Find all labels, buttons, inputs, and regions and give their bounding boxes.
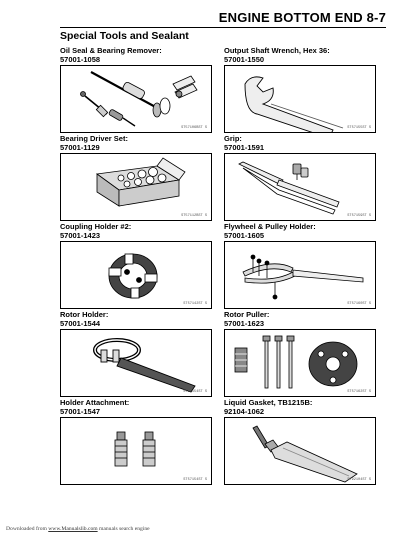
tool-name: Grip: — [224, 134, 242, 143]
rotor-holder-icon — [61, 330, 211, 396]
footer-prefix: Downloaded from — [6, 526, 47, 532]
illustration-code: ST57112BST S — [181, 214, 207, 218]
tool-name: Flywheel & Pulley Holder: — [224, 222, 316, 231]
tool-part-number: 57001-1605 — [224, 231, 265, 240]
tool-illustration-frame — [224, 417, 376, 485]
tool-entry — [224, 222, 376, 306]
tool-illustration-frame — [60, 329, 212, 397]
holder-attachment-icon — [61, 418, 211, 484]
tool-name: Coupling Holder #2: — [60, 222, 132, 231]
tool-illustration-frame — [224, 153, 376, 221]
liquid-gasket-icon — [225, 418, 375, 484]
tool-name: Rotor Puller: — [224, 310, 270, 319]
tool-illustration-frame — [60, 417, 212, 485]
header-rule — [60, 27, 386, 28]
grip-icon — [225, 154, 375, 220]
illustration-code: ST57154ST S — [183, 390, 207, 394]
illustration-code: ST57159ST S — [347, 214, 371, 218]
tool-entry — [60, 134, 212, 218]
page-header-title: ENGINE BOTTOM END 8-7 — [218, 10, 386, 25]
tool-illustration-frame — [224, 241, 376, 309]
tool-illustration-frame — [60, 241, 212, 309]
tool-entry — [60, 310, 212, 394]
tool-part-number: 57001-1547 — [60, 407, 101, 416]
page-footer — [6, 526, 150, 532]
tool-part-number: 57001-1544 — [60, 319, 101, 328]
footer-suffix: manuals search engine — [99, 526, 150, 532]
tool-entry — [224, 398, 376, 482]
tool-entry — [60, 398, 212, 482]
tool-name: Bearing Driver Set: — [60, 134, 128, 143]
illustration-code: ST92104ST S — [347, 478, 371, 482]
tool-part-number: 57001-1129 — [60, 143, 100, 152]
tool-illustration-frame — [60, 65, 212, 133]
bearing-driver-set-icon — [61, 154, 211, 220]
tool-name: Liquid Gasket, TB1215B: — [224, 398, 313, 407]
rotor-puller-icon — [225, 330, 375, 396]
tool-part-number: 57001-1591 — [224, 143, 265, 152]
tool-entry — [224, 46, 376, 130]
illustration-code: ST57142ST S — [183, 302, 207, 306]
tool-illustration-frame — [224, 65, 376, 133]
tool-name: Output Shaft Wrench, Hex 36: — [224, 46, 330, 55]
section-title: Special Tools and Sealant — [60, 30, 189, 42]
flywheel-holder-icon — [225, 242, 375, 308]
coupling-holder-icon — [61, 242, 211, 308]
tool-illustration-frame — [60, 153, 212, 221]
tool-part-number: 57001-1058 — [60, 55, 101, 64]
illustration-code: ST57154ST S — [183, 478, 207, 482]
tool-name: Rotor Holder: — [60, 310, 109, 319]
tool-part-number: 57001-1423 — [60, 231, 101, 240]
footer-link[interactable]: www.Manualslib.com — [48, 526, 98, 532]
illustration-code: ST57155ST S — [347, 126, 371, 130]
tool-name: Holder Attachment: — [60, 398, 130, 407]
illustration-code: ST57162ST S — [347, 390, 371, 394]
tool-part-number: 57001-1550 — [224, 55, 265, 64]
illustration-code: ST57106BST S — [181, 126, 207, 130]
illustration-code: ST57160ST S — [347, 302, 371, 306]
tool-part-number: 92104-1062 — [224, 407, 265, 416]
tool-entry — [60, 222, 212, 306]
tool-part-number: 57001-1623 — [224, 319, 265, 328]
tool-entry — [224, 134, 376, 218]
tool-name: Oil Seal & Bearing Remover: — [60, 46, 162, 55]
tool-entry — [224, 310, 376, 394]
seal-remover-icon — [61, 66, 211, 132]
tool-illustration-frame — [224, 329, 376, 397]
hex-wrench-icon — [225, 66, 375, 132]
tool-entry — [60, 46, 212, 130]
